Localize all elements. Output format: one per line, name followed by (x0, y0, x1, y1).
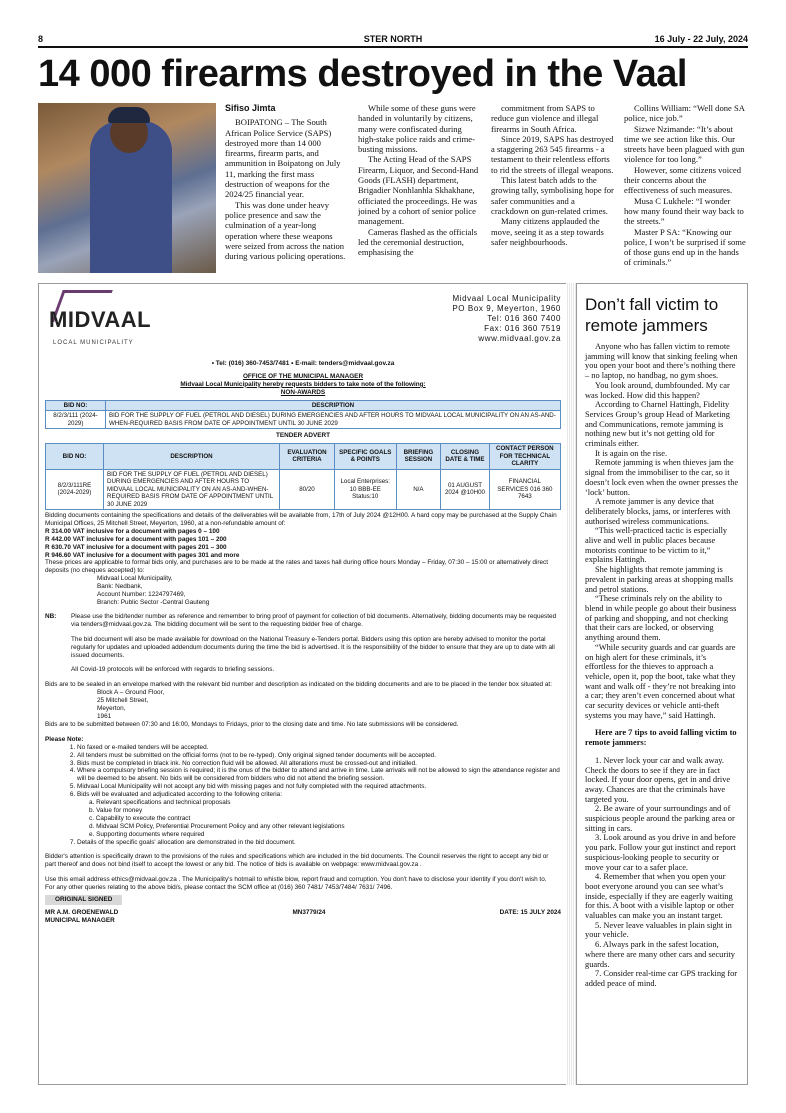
ad-reference: MN3779/24 (292, 909, 326, 916)
note-label: Please Note: (45, 735, 84, 743)
table-header: EVALUATION CRITERIA (280, 444, 335, 470)
article-paragraph: BOIPATONG – The South African Police Service (SAPS) destroyed more than 14 000 firearms, firearm parts, and ammunition in Boipatong on July 11, marking the first mass destruction of weapons for the 2024/25 financial year. (225, 117, 341, 200)
list-item: 3. Bids must be completed in black ink. No correction fluid will be allowed. All alterations must be crossed-out and initialled. (77, 760, 561, 768)
table-header: BID NO: (46, 400, 106, 411)
sidebar-paragraph: “These criminals rely on the ability to blend in while people go about their business of parking and shopping, and not checking that their cars are locked, or observing anything around them. (585, 594, 737, 643)
tip-item: 2. Be aware of your surroundings and of suspicious people around the parking area or sitting in cars. (585, 804, 735, 833)
page-number: 8 (38, 34, 44, 44)
table-header: CLOSING DATE & TIME (441, 444, 489, 470)
ethics-text: Use this email address ethics@midvaal.gov.za . The Municipality's hotmail to whistle blow, report fraud and corruption. You don't have to disclose your identity if you don't wish to. (45, 876, 547, 884)
sidebar-title: Don’t fall victim to remote jammers (585, 295, 719, 335)
request-line: Midvaal Local Municipality hereby requests bidders to take note of the following: (180, 380, 426, 388)
advert-table (45, 443, 561, 510)
bank-line: Account Number: 1224797469, (97, 591, 186, 599)
price-line: R 442.00 VAT inclusive for a document with pages 101 – 200 (45, 535, 227, 543)
article-body (225, 103, 747, 275)
tender-advert (38, 283, 568, 1085)
tip-item: 6. Always park in the safest location, where there are many other cars and security guards. (585, 940, 735, 969)
logo-sub: LOCAL MUNICIPALITY (53, 340, 134, 346)
municipal-address (452, 290, 561, 352)
tip-item: 7. Consider real-time car GPS tracking for added peace of mind. (585, 969, 738, 988)
nb-text: Please use the bid/tender number as reference and remember to bring proof of payment for collection of bid documents. Alternatively, bidding documents may be requested via tenders@midvaal.gov.za. The bidding document will be sent to the requesting bidder free of charge. (71, 612, 557, 628)
article-photo (38, 103, 216, 273)
table-header: SPECIFIC GOALS & POINTS (334, 444, 396, 470)
list-item: 1. No faxed or e-mailed tenders will be accepted. (77, 744, 561, 752)
table-header: BRIEFING SESSION (396, 444, 441, 470)
article-paragraph: This was done under heavy police presence and saw the culmination of a year-long operation where these weapons were seized from across the nation during various policing operations. (225, 199, 346, 262)
box-line: 1961 (97, 712, 112, 720)
list-item: 4. Where a compulsory briefing session is required; it is the onus of the bidder to attend and arrive in time. Late arrivals will not be allowed to sign the attendance register and will be deemed to be absent. No bids will be considered from bidders who did not attend the briefing session. (77, 767, 561, 783)
bank-line: Branch: Public Sector -Central Gauteng (97, 599, 210, 606)
article-paragraph: Since 2019, SAPS has destroyed a staggering 263 545 firearms - a testament to their relentless efforts to rid the streets of illegal weapons. (491, 133, 614, 175)
table-cell: BID FOR THE SUPPLY OF FUEL (PETROL AND DIESEL) DURING EMERGENCIES AND AFTER HOURS TO MIDVAAL LOCAL MUNICIPALITY ON AN AS-AND-WHEN-REQUIRED BASIS FROM DATE OF APPOINTMENT UNTIL 30 JUNE 2029 (106, 411, 561, 429)
signed-stamp: ORIGINAL SIGNED (45, 895, 122, 905)
byline: Sifiso Jimta (225, 103, 276, 113)
article-col-1 (225, 103, 348, 275)
table-cell: Local Enterprises: 10 BBB-EE Status:10 (334, 469, 396, 510)
article-paragraph: This latest batch adds to the growing tally, symbolising hope for safer communities and a crackdown on gun-related crimes. (491, 175, 614, 216)
article-paragraph: Master P SA: “Knowing our police, I won’t be surprised if some of those guns end up in the hands of criminals.” (624, 226, 746, 268)
address-line: PO Box 9, Meyerton, 1960 (452, 304, 561, 313)
table-header: DESCRIPTION (104, 444, 280, 470)
sidebar-article (576, 283, 748, 1085)
notes-list (45, 744, 561, 847)
criteria-line: e. Supporting documents where required (89, 830, 205, 838)
paper-name: STER NORTH (363, 34, 423, 44)
sidebar-paragraph: “This well-practiced tactic is especially alive and well in public places because motorists continue to be victim to it,” explains Hattingh. (585, 526, 728, 565)
article-paragraph: However, some citizens voiced their concerns about the effectiveness of such measures. (624, 164, 742, 196)
attention-text: Bidder's attention is specifically drawn to the provisions of the rules and specifications which are included in the bid documents. The Council reserves the right to accept any bid or part thereof and does not bind itself to accept the lowest or any bid. The notice of bids is available on webpage: www.midvaal.gov.za . (45, 853, 549, 869)
non-awards-title: NON-AWARDS (280, 388, 326, 396)
table-cell: 01 AUGUST 2024 @10H00 (441, 469, 489, 510)
sidebar-paragraph: She highlights that remote jamming is prevalent in parking areas at shopping malls and petrol stations. (585, 565, 733, 594)
availability-text: Bidding documents containing the specifications and details of the deliverables will be available from, 17th of July 2024 @12H00. A hard copy may be purchased at the Supply Chain Municipal Offices, 25 Mitchell Street, Meyerton, 1960, at a non-refundable amount of: (45, 512, 557, 527)
sidebar-paragraph: According to Charnel Hattingh, Fidelity Services Group’s group Head of Marketing and Communications, remote jamming is nothing new but it’s not getting old for criminals either. (585, 400, 730, 449)
list-item (77, 791, 561, 838)
table-cell: 80/20 (280, 469, 335, 510)
logo-word: MIDVAAL (49, 307, 152, 332)
article-paragraph: Cameras flashed as the officials led the ceremonial destruction, emphasising the (358, 226, 478, 258)
tips-heading: Here are 7 tips to avoid falling victim to remote jammers: (585, 728, 737, 748)
sidebar-paragraph: Anyone who has fallen victim to remote jamming will know that sinking feeling when you open your boot and there’s nothing there – no laptop, no handbag, no gym shoes. (585, 342, 738, 381)
article-paragraph: The Acting Head of the SAPS Firearm, Liquor, and Second-Hand Goods (FLASH) department, Brigadier Nonhlanhla Skhakhane, officiated the proceedings. He was joined by a cohort of senior police management. (358, 154, 479, 227)
article-paragraph: Sizwe Nzimande: “It’s about time we see action like this. Our streets have been plagued with gun violence for too long.” (624, 123, 745, 165)
article-paragraph: While some of these guns were handed in voluntarily by citizens, many were confiscated during high-stake police raids and crime-busting missions. (358, 103, 476, 155)
box-line: Block A – Ground Floor, (97, 689, 165, 697)
article-paragraph: Many citizens applauded the move, seeing it as a step towards safer neighbourhoods. (491, 216, 604, 247)
nb-section (45, 613, 561, 674)
table-header: BID NO: (46, 444, 104, 470)
submit-text: Bids are to be submitted between 07:30 and 16:00, Mondays to Fridays, prior to the closing date and time. No late submissions will be considered. (45, 720, 459, 728)
article-paragraph: Collins William: “Well done SA police, nice job.” (624, 103, 745, 124)
list-item: 2. All tenders must be submitted on the official forms (not to be re-typed). Only original signed tender documents will be accepted. (77, 752, 561, 760)
table-cell: N/A (396, 469, 441, 510)
article-col-4 (624, 103, 747, 275)
address-line: Midvaal Local Municipality (452, 294, 561, 303)
price-line: R 630.70 VAT inclusive for a document with pages 201 – 300 (45, 543, 227, 551)
address-line: www.midvaal.gov.za (478, 334, 561, 343)
page-header (38, 34, 748, 48)
box-line: Meyerton, (97, 705, 126, 713)
bank-line: Midvaal Local Municipality, (97, 575, 173, 583)
office-title: OFFICE OF THE MUNICIPAL MANAGER (242, 372, 364, 380)
table-cell: 8/2/3/111RE (2024-2029) (46, 469, 104, 510)
table-cell: 8/2/3/111 (2024-2029) (46, 411, 106, 429)
sidebar-paragraph: You look around, dumbfounded. My car was locked. How did this happen? (585, 380, 730, 400)
article-paragraph: Musa C Lukhele: “I wonder how many found their way back to the streets.” (624, 195, 744, 227)
nb-label: NB: (45, 612, 57, 620)
tip-item: 3. Look around as you drive in and before you park. Follow your gut instinct and report suspicious-looking people to security or move your car to a safer place. (585, 833, 736, 872)
box-line: 25 Mitchell Street, (97, 697, 149, 705)
table-row (46, 411, 561, 429)
tip-item: 5. Never leave valuables in plain sight in your vehicle. (585, 920, 732, 940)
tip-item: 1. Never lock your car and walk away. Check the doors to see if they are in fact locked. If your door opens, get in and drive away. Chances are that the criminals have targeted you. (585, 755, 731, 804)
contact-line: • Tel: (016) 360-7453/7481 • E-mail: tenders@midvaal.gov.za (211, 360, 395, 367)
payment-text: These prices are applicable to formal bids only, and purchases are to be made at the rates and taxes hall during office hours Monday – Friday, 07:30 – 15:00 or alternatively direct deposits (no cheques accepted) to: (45, 559, 549, 575)
nb-text: All Covid-19 protocols will be enforced with regards to briefing sessions. (71, 666, 275, 674)
table-cell: BID FOR THE SUPPLY OF FUEL (PETROL AND DIESEL) DURING EMERGENCIES AND AFTER HOURS TO MIDVAAL LOCAL MUNICIPALITY ON AN AS-AND-WHEN-REQUIRED BASIS FROM DATE OF APPOINTMENT UNTIL 30 JUNE 2029 (104, 469, 280, 510)
criteria-line: a. Relevant specifications and technical proposals (89, 799, 231, 807)
manager-name: MR A.M. GROENEWALD (45, 909, 119, 916)
list-item: 5. Midvaal Local Municipality will not accept any bid with missing pages and not fully completed with the required attachments. (77, 783, 561, 791)
price-line: R 314.00 VAT inclusive for a document with pages 0 – 100 (45, 527, 220, 535)
sidebar-paragraph: Remote jamming is when thieves jam the signal from the immobiliser to the car, so it doesn’t lock even when the owner presses the ‘lock’ button. (585, 458, 739, 497)
ad-date: DATE: 15 JULY 2024 (499, 909, 561, 916)
manager-title: MUNICIPAL MANAGER (45, 916, 115, 924)
signature-row (45, 909, 561, 925)
table-row (46, 469, 561, 510)
criteria-line: d. Midvaal SCM Policy, Preferential Procurement Policy and any other relevant legislations (89, 822, 345, 830)
sidebar-paragraph: It is again on the rise. (595, 448, 668, 458)
nb-text: The bid document will also be made available for download on the National Treasury e-Tenders portal. Bidders using this option are hereby advised to monitor the portal regularly for updates and uploaded addendum documents during the time the bid is advertised. It is the responsibility of the bidder to ensure that they are up to date with all issued documents. (71, 635, 555, 659)
article-paragraph: commitment from SAPS to reduce gun violence and illegal firearms in South Africa. (491, 103, 599, 134)
sidebar-paragraph: “While security guards and car guards are on high alert for these criminals, it’s effortless for the thieves to approach a vehicle, open it, pop the boot, take what they want and walk off - they’re not breaking into a car; they aren’t even concerned about what car security devices or vehicle anti-theft systems you may have,” said Hattingh. (585, 642, 736, 720)
article-col-2 (358, 103, 481, 275)
table-header: DESCRIPTION (106, 400, 561, 411)
sealed-text: Bids are to be sealed in an envelope marked with the relevant bid number and description as indicated on the bidding documents and are to be placed in the tender box situated at: (45, 681, 552, 689)
sidebar-body (585, 342, 739, 989)
address-line: Tel: 016 360 7400 (487, 314, 561, 323)
issue-date: 16 July - 22 July, 2024 (654, 34, 748, 44)
photo-cap (108, 107, 150, 123)
advert-title: TENDER ADVERT (275, 432, 331, 440)
criteria-line: b. Value for money (89, 806, 143, 814)
midvaal-logo (45, 290, 175, 348)
sidebar-paragraph: A remote jammer is any device that deliberately blocks, jams, or interferes with authorised wireless communications. (585, 497, 731, 526)
price-line: R 946.60 VAT inclusive for a document with pages 301 and more (45, 551, 240, 559)
article-col-3 (491, 103, 614, 275)
table-header: CONTACT PERSON FOR TECHNICAL CLARITY (489, 444, 560, 470)
criteria-line: c. Capability to execute the contract (89, 814, 191, 822)
table-cell: FINANCIAL SERVICES 016 360 7643 (489, 469, 560, 510)
column-divider (566, 283, 576, 1085)
list-item: 7. Details of the specific goals' allocation are demonstrated in the bid document. (77, 839, 561, 847)
headline: 14 000 firearms destroyed in the Vaal (38, 53, 687, 95)
tip-item: 4. Remember that when you open your boot everyone around you can see what’s inside, especially if they are eagerly waiting for this. A boot with a visible laptop or other valuables can make you an instant target. (585, 872, 734, 921)
non-awards-table (45, 400, 561, 430)
address-line: Fax: 016 360 7519 (484, 324, 561, 333)
list-item-text: Bids will be evaluated and adjudicated according to the following criteria: (77, 791, 282, 799)
bank-line: Bank: Nedbank, (97, 583, 143, 591)
queries-text: For any other queries relating to the above bid/s, please contact the SCM office at (016) 360 7481/ 7453/7484/ 7631/ 7496. (45, 884, 393, 892)
